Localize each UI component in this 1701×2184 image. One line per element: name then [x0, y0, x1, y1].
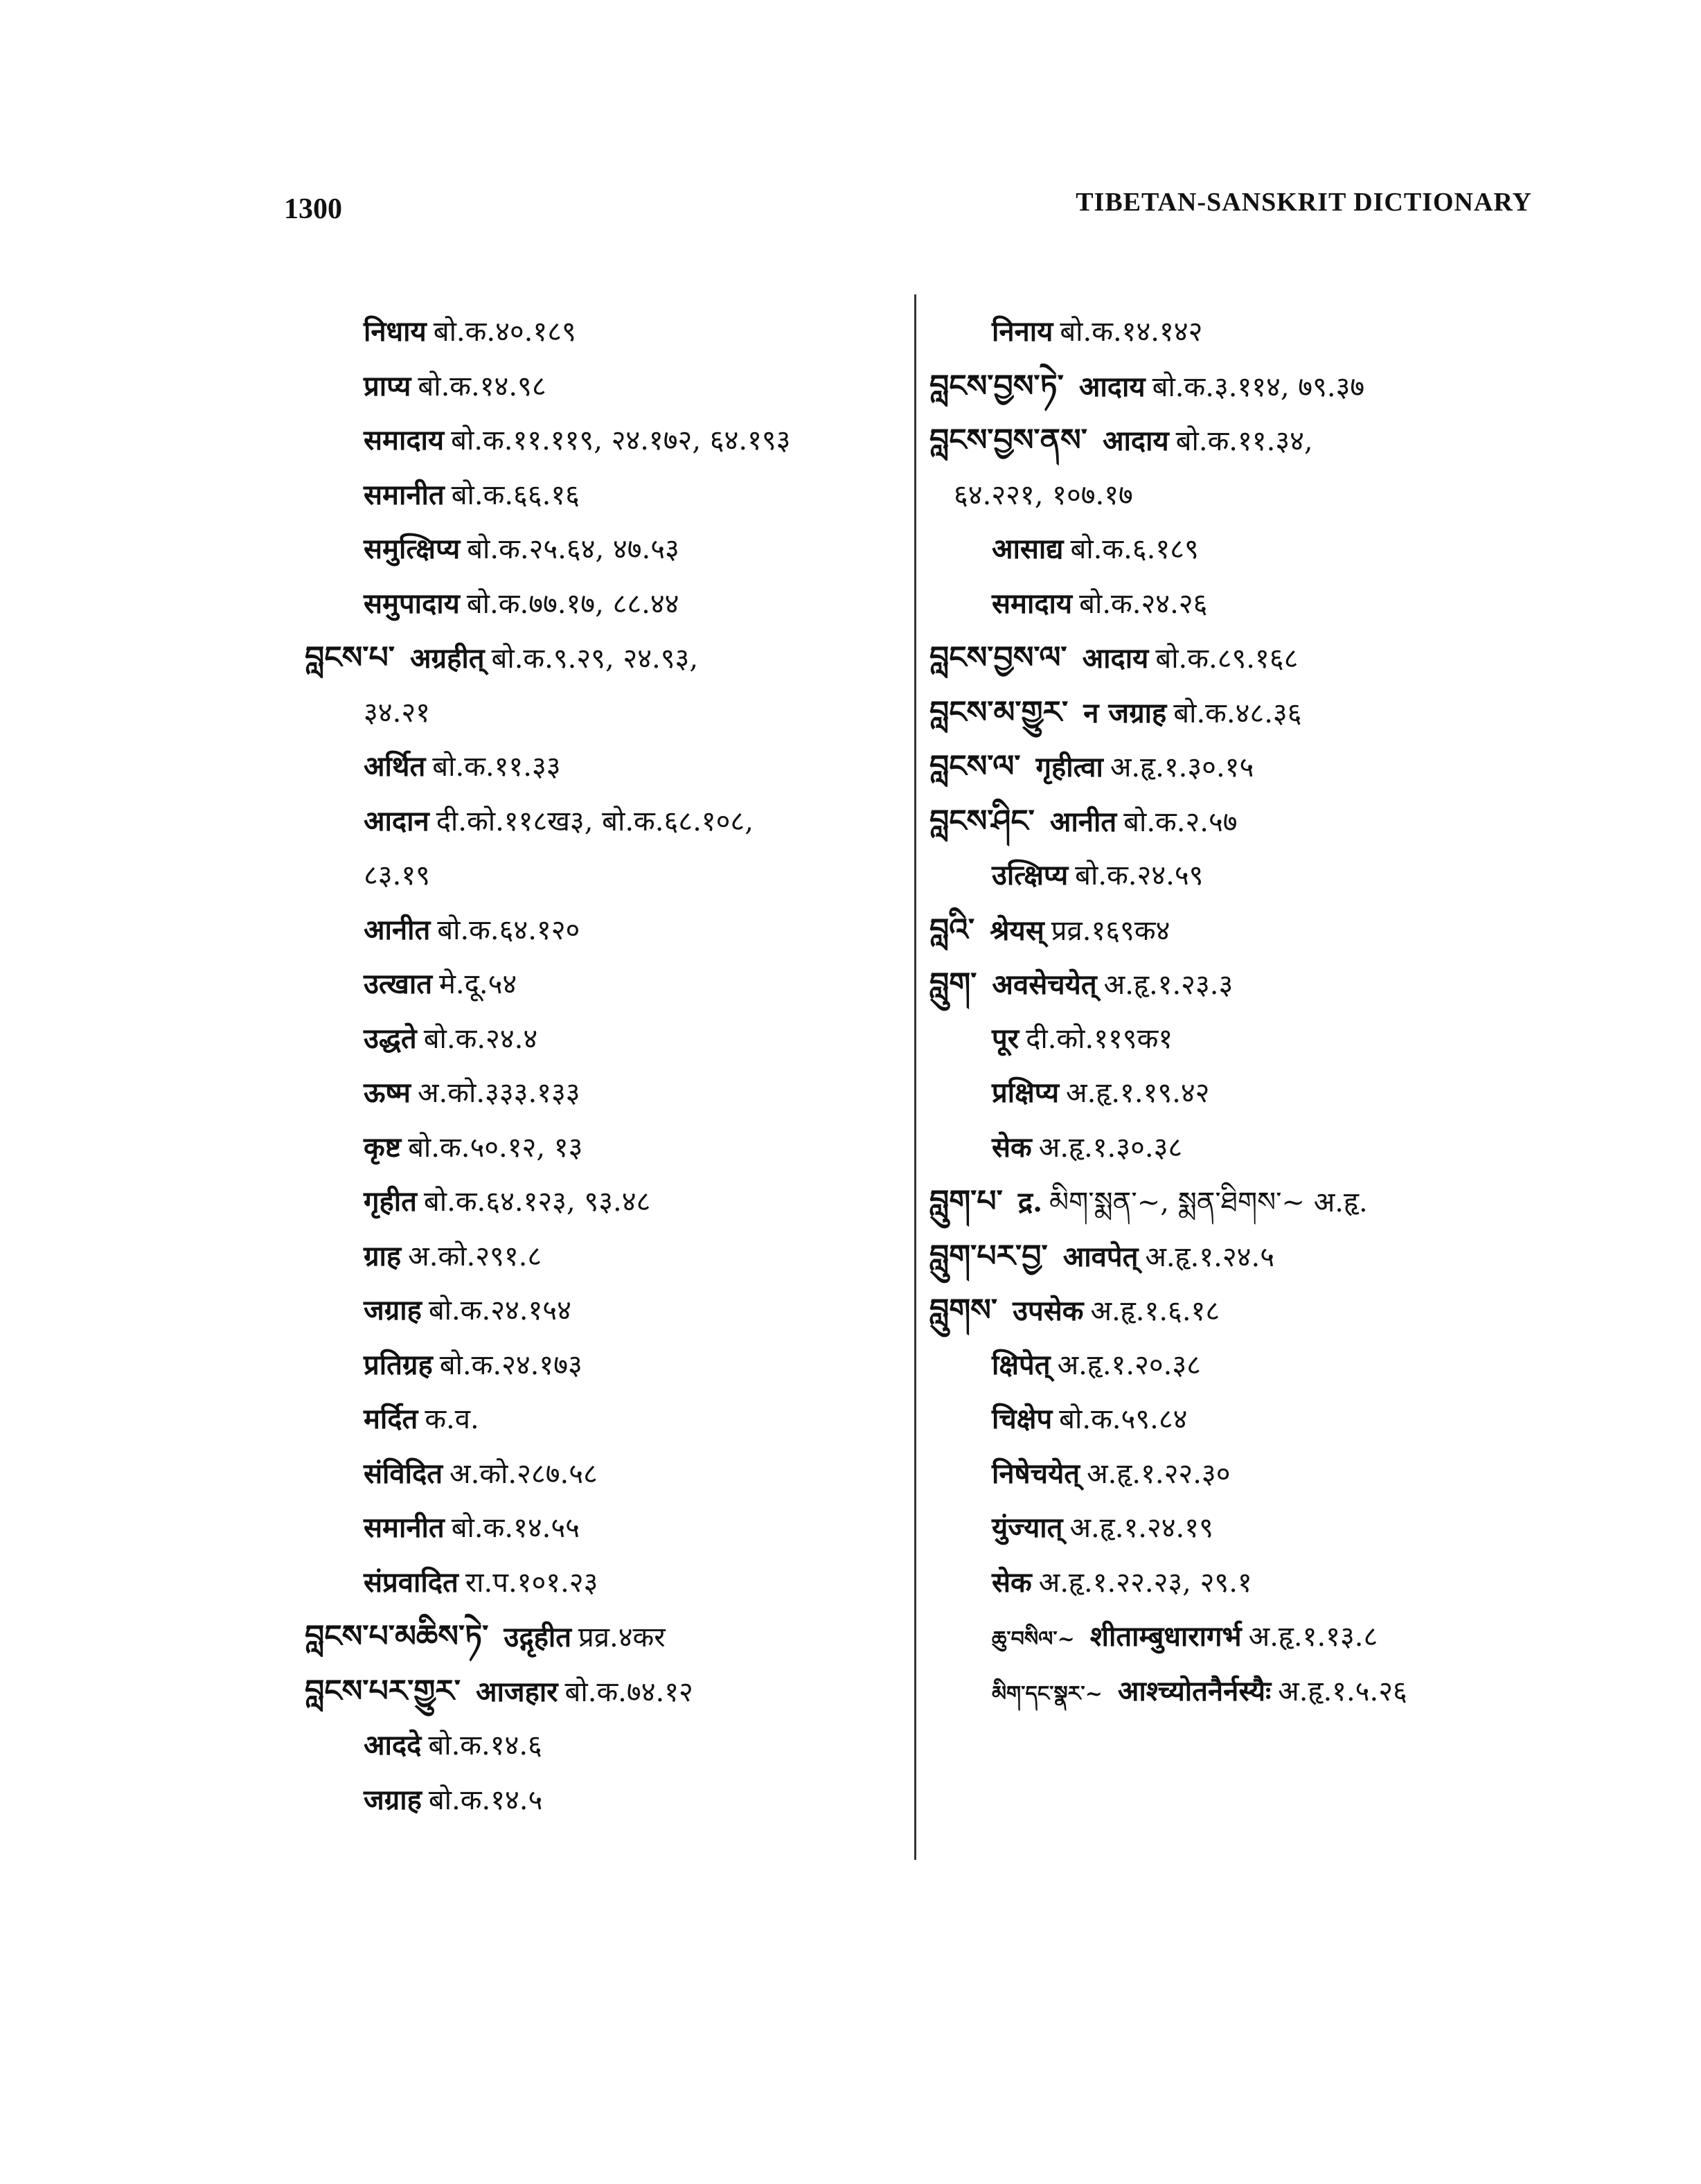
- source-reference: बो.क.१४.५: [428, 1784, 543, 1816]
- dictionary-entry: [929, 957, 1539, 1012]
- tibetan-term: བླུག་པ་: [929, 1184, 1003, 1219]
- dictionary-entry: [929, 1556, 1539, 1610]
- source-reference: अ.हृ.१.२२.३०: [1087, 1457, 1231, 1490]
- sanskrit-headword: द्र.: [1017, 1186, 1043, 1218]
- sanskrit-headword: आदाय: [1078, 370, 1146, 403]
- dictionary-entry: [929, 1338, 1539, 1393]
- source-reference: बो.क.७७.१७, ८८.४४: [466, 587, 679, 620]
- source-reference: ६४.२२१, १०७.१७: [954, 479, 1133, 511]
- dictionary-entry: [305, 740, 907, 794]
- source-reference: अ.को.२९१.८: [408, 1240, 542, 1272]
- sanskrit-headword: सेक: [992, 1565, 1032, 1599]
- sanskrit-headword: समानीत: [364, 1511, 445, 1544]
- sanskrit-headword: उद्धते: [364, 1022, 417, 1055]
- dictionary-entry: [305, 1175, 907, 1229]
- sanskrit-headword: अग्रहीत्: [409, 642, 485, 675]
- sanskrit-headword: प्राप्य: [364, 369, 411, 402]
- source-reference: बो.क.२४.१७३: [439, 1349, 582, 1381]
- sanskrit-headword: निनाय: [992, 315, 1053, 348]
- sanskrit-headword: उत्क्षिप्य: [992, 859, 1069, 891]
- sanskrit-headword: जग्राह: [364, 1294, 422, 1326]
- source-reference: बो.क.३.११४, ७९.३७: [1152, 371, 1365, 403]
- source-reference: बो.क.८९.१६८: [1155, 643, 1299, 675]
- sanskrit-headword: आनीत: [364, 913, 431, 946]
- source-reference: अ.को.२८७.५८: [449, 1457, 598, 1490]
- source-reference: क.व.: [425, 1403, 479, 1435]
- sanskrit-headword: संप्रवादित: [364, 1565, 458, 1599]
- tibetan-term: ཆུ་བསིལ་~: [992, 1627, 1075, 1651]
- dictionary-entry: [929, 305, 1539, 359]
- tibetan-term: བླའི་: [929, 912, 975, 948]
- dictionary-entry: [929, 468, 1539, 523]
- page-number: 1300: [284, 193, 342, 225]
- tibetan-term: བླངས་ལ་: [929, 749, 1021, 784]
- source-reference: बो.क.११.११९, २४.१७२, ६४.१९३: [451, 425, 791, 456]
- sanskrit-headword: शीताम्बुधारागर्भ: [1089, 1620, 1242, 1653]
- dictionary-entry: [929, 1392, 1539, 1447]
- dictionary-entry: [305, 1392, 907, 1447]
- sanskrit-headword: युंज्यात्: [992, 1511, 1063, 1544]
- source-reference: बो.क.१४.१४२: [1060, 316, 1203, 348]
- source-reference: अ.हृ.१.१३.८: [1248, 1621, 1378, 1653]
- dictionary-entry: [305, 1066, 907, 1121]
- sanskrit-headword: प्रक्षिप्य: [992, 1076, 1060, 1109]
- dictionary-entry: [929, 631, 1539, 686]
- tibetan-term: བླངས་པ་མཆིས་ཏེ་: [305, 1619, 489, 1654]
- dictionary-entry: [929, 1066, 1539, 1121]
- tibetan-term: བླུགས་: [929, 1293, 998, 1328]
- source-reference: अ.हृ.१.३०.३८: [1038, 1131, 1183, 1164]
- source-reference: बो.क.९.२९, २४.९३,: [491, 643, 699, 675]
- sanskrit-headword: आदान: [364, 804, 429, 837]
- source-reference: बो.क.११.३४,: [1175, 425, 1313, 457]
- sanskrit-headword: गृहीत्वा: [1035, 751, 1103, 783]
- dictionary-entry: [929, 414, 1539, 468]
- source-reference: बो.क.५९.८४: [1059, 1403, 1188, 1435]
- running-head: TIBETAN-SANSKRIT DICTIONARY: [1076, 188, 1532, 217]
- sanskrit-headword: समुत्क्षिप्य: [364, 533, 461, 565]
- sanskrit-headword: उद्गृहीत: [504, 1621, 572, 1653]
- source-reference: बो.क.६.१८९: [1070, 533, 1199, 565]
- source-reference: बो.क.७४.१२: [564, 1676, 693, 1708]
- sanskrit-headword: ग्राह: [364, 1239, 402, 1272]
- dictionary-entry: [929, 849, 1539, 903]
- source-reference: अ.को.३३३.१३३: [417, 1077, 580, 1109]
- source-reference: बो.क.२४.५९: [1075, 860, 1204, 891]
- dictionary-entry: [305, 903, 907, 958]
- sanskrit-headword: गृहीत: [364, 1185, 417, 1218]
- dictionary-entry: [305, 1719, 907, 1773]
- dictionary-entry: [305, 957, 907, 1012]
- sanskrit-headword: सेक: [992, 1130, 1032, 1164]
- dictionary-entry: [929, 1447, 1539, 1502]
- sanskrit-headword: जग्राह: [364, 1783, 422, 1816]
- tibetan-term: བླངས་བྱས་ནས་: [929, 423, 1087, 458]
- dictionary-entry: [305, 1773, 907, 1828]
- sanskrit-headword: आददे: [364, 1729, 422, 1761]
- sanskrit-headword: श्रेयस्: [990, 914, 1044, 947]
- dictionary-entry: [305, 794, 907, 849]
- dictionary-entry: [929, 1012, 1539, 1067]
- tibetan-term: བླངས་མ་གྱུར་: [929, 694, 1069, 730]
- source-reference: अ.हृ.१.२२.२३, २९.१: [1038, 1566, 1252, 1599]
- dictionary-entry: [305, 1556, 907, 1610]
- dictionary-entry: [305, 1501, 907, 1556]
- tibetan-term: བླངས་ཤིང་: [929, 803, 1035, 839]
- source-reference: बो.क.११.३३: [432, 751, 561, 783]
- dictionary-entry: [305, 414, 907, 468]
- sanskrit-headword: अर्थित: [364, 750, 426, 783]
- dictionary-entry: [305, 1338, 907, 1393]
- sanskrit-headword: आजहार: [476, 1675, 558, 1708]
- dictionary-entry: [929, 686, 1539, 740]
- sanskrit-headword: न जग्राह: [1083, 696, 1167, 729]
- dictionary-entry: [305, 522, 907, 577]
- source-reference: अ.हृ.१.२३.३: [1103, 969, 1234, 1001]
- source-reference: बो.क.४८.३६: [1173, 697, 1302, 729]
- sanskrit-headword: अवसेचयेत्: [992, 968, 1097, 1001]
- sanskrit-headword: निषेचयेत्: [992, 1457, 1080, 1490]
- dictionary-entry: [305, 468, 907, 523]
- source-reference: ३४.२१: [364, 696, 430, 729]
- dictionary-entry: [929, 522, 1539, 577]
- dictionary-entry: [305, 631, 907, 686]
- sanskrit-headword: आदाय: [1102, 425, 1169, 457]
- sanskrit-headword: उपसेक: [1013, 1295, 1084, 1327]
- dictionary-entry: [305, 1284, 907, 1338]
- right-column: [929, 305, 1539, 1719]
- left-column: [305, 305, 907, 1827]
- sanskrit-headword: आदाय: [1082, 642, 1149, 675]
- column-divider: [914, 294, 916, 1860]
- sanskrit-headword: समुपादाय: [364, 587, 460, 620]
- source-reference: अ.हृ.१.२४.१९: [1069, 1512, 1213, 1544]
- sanskrit-headword: निधाय: [364, 315, 427, 348]
- source-reference: बो.क.१४.६: [428, 1730, 542, 1761]
- source-reference: बो.क.५०.१२, १३: [408, 1131, 583, 1164]
- source-reference: अ.हृ.१.१९.४२: [1066, 1077, 1210, 1109]
- source-reference: अ.हृ.१.३०.१५: [1110, 752, 1254, 783]
- dictionary-entry: [929, 794, 1539, 849]
- source-reference: प्रव्र.१६९क४: [1051, 914, 1170, 947]
- source-reference: बो.क.४०.१८९: [433, 316, 576, 348]
- sanskrit-headword: कृष्ट: [364, 1130, 402, 1164]
- sanskrit-headword: आनीत: [1049, 805, 1117, 838]
- dictionary-entry: [305, 849, 907, 903]
- source-reference: दी.को.११९क१: [1026, 1022, 1173, 1055]
- tibetan-term: བླུག་པར་བྱ་: [929, 1238, 1048, 1274]
- source-reference: मे.दू.५४: [439, 968, 517, 1000]
- dictionary-entry: [305, 1121, 907, 1175]
- sanskrit-headword: समादाय: [364, 424, 445, 456]
- tibetan-term: བླུག་: [929, 966, 977, 1002]
- dictionary-entry: [929, 740, 1539, 794]
- dictionary-entry: [929, 1175, 1539, 1229]
- source-reference: बो.क.६६.१६: [451, 479, 580, 511]
- sanskrit-headword: प्रतिग्रह: [364, 1348, 433, 1381]
- dictionary-entry: [305, 1664, 907, 1719]
- sanskrit-headword: चिक्षेप: [992, 1403, 1053, 1435]
- sanskrit-headword: समादाय: [992, 587, 1073, 620]
- dictionary-entry: [929, 1664, 1539, 1719]
- sanskrit-headword: पूर: [992, 1022, 1019, 1055]
- source-reference: बो.क.२४.४: [423, 1022, 538, 1055]
- sanskrit-headword: ऊष्म: [364, 1076, 411, 1109]
- source-reference: बो.क.१४.५५: [451, 1512, 580, 1544]
- source-reference: མིག་སྨན་~, སྨན་ཐིགས་~ अ.हृ.: [1049, 1187, 1368, 1218]
- dictionary-entry: [929, 577, 1539, 632]
- source-reference: अ.हृ.१.२०.३८: [1057, 1349, 1201, 1381]
- source-reference: रा.प.१०१.२३: [465, 1566, 598, 1599]
- dictionary-entry: [929, 1121, 1539, 1175]
- sanskrit-headword: समानीत: [364, 478, 445, 511]
- source-reference: अ.हृ.१.५.२६: [1278, 1675, 1407, 1707]
- source-reference: बो.क.६४.१२३, ९३.४८: [423, 1186, 651, 1218]
- dictionary-entry: [305, 359, 907, 414]
- tibetan-term: མིག་དང་སྣར་~: [992, 1681, 1103, 1706]
- dictionary-entry: [305, 577, 907, 632]
- tibetan-term: བླངས་པར་གྱུར་: [305, 1673, 461, 1709]
- dictionary-entry: [929, 359, 1539, 414]
- tibetan-term: བླངས་པ་: [305, 640, 395, 675]
- source-reference: ८३.१९: [364, 860, 430, 891]
- sanskrit-headword: आश्च्योतनैर्नस्यैः: [1117, 1674, 1272, 1707]
- source-reference: बो.क.६४.१२०: [437, 914, 580, 946]
- source-reference: बो.क.२४.१५४: [428, 1295, 571, 1326]
- tibetan-term: བླངས་བྱས་ཏེ་: [929, 368, 1064, 404]
- source-reference: अ.हृ.१.६.१८: [1090, 1295, 1220, 1327]
- source-reference: प्रव्र.४कर: [578, 1622, 666, 1653]
- tibetan-term: བླངས་བྱས་ལ་: [929, 640, 1067, 675]
- source-reference: बो.क.२.५७: [1123, 806, 1238, 838]
- source-reference: दी.को.११८ख३, बो.क.६८.१०८,: [436, 805, 754, 837]
- dictionary-entry: [305, 305, 907, 359]
- source-reference: अ.हृ.१.२४.५: [1145, 1241, 1274, 1273]
- source-reference: बो.क.२५.६४, ४७.५३: [467, 533, 679, 565]
- sanskrit-headword: मर्दित: [364, 1403, 418, 1435]
- source-reference: बो.क.१४.९८: [418, 370, 546, 402]
- sanskrit-headword: संविदित: [364, 1457, 443, 1490]
- dictionary-entry: [929, 1501, 1539, 1556]
- dictionary-entry: [305, 1229, 907, 1284]
- dictionary-entry: [305, 1012, 907, 1067]
- dictionary-entry: [929, 903, 1539, 958]
- dictionary-entry: [929, 1284, 1539, 1338]
- source-reference: बो.क.२४.२६: [1079, 587, 1208, 620]
- dictionary-entry: [305, 1447, 907, 1502]
- dictionary-entry: [305, 686, 907, 740]
- sanskrit-headword: क्षिपेत्: [992, 1348, 1051, 1381]
- dictionary-entry: [305, 1610, 907, 1664]
- sanskrit-headword: आसाद्य: [992, 533, 1064, 565]
- sanskrit-headword: आवपेत्: [1062, 1240, 1139, 1273]
- sanskrit-headword: उत्खात: [364, 968, 432, 1000]
- dictionary-entry: [929, 1610, 1539, 1664]
- dictionary-entry: [929, 1229, 1539, 1284]
